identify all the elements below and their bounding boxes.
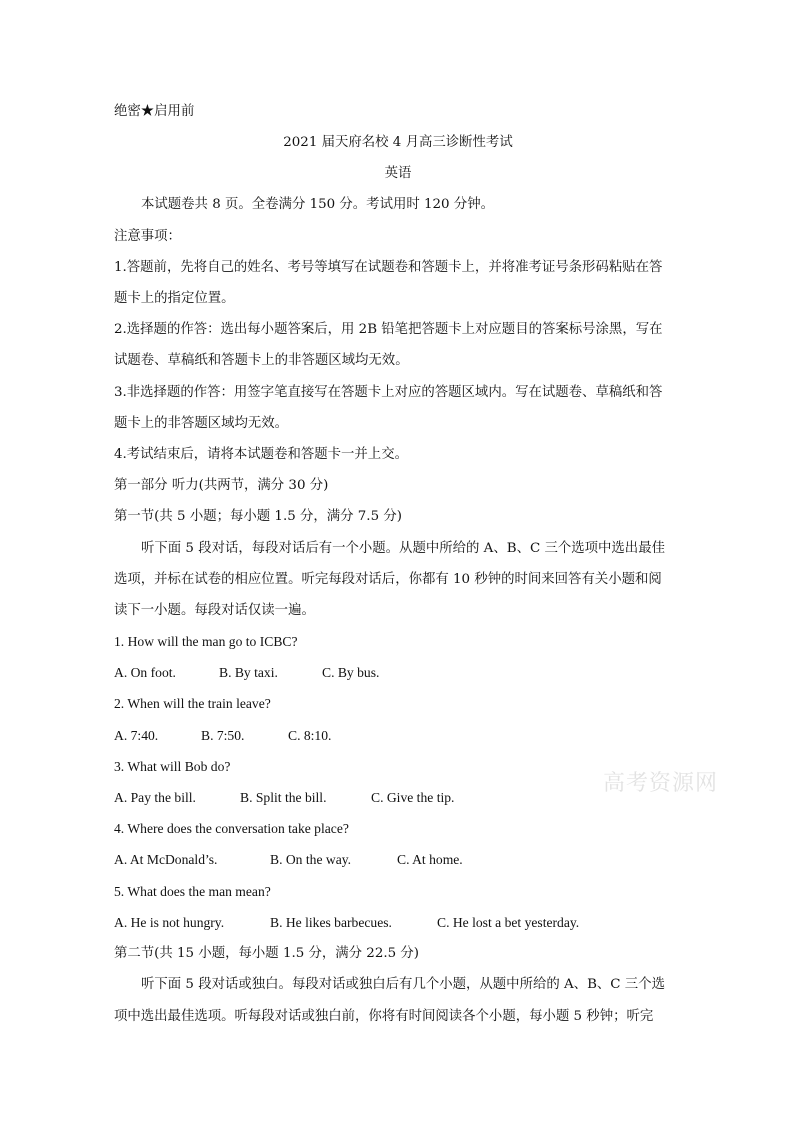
section2-heading: 第二节(共 15 小题，每小题 1.5 分，满分 22.5 分) bbox=[114, 946, 419, 961]
subject-title: 英语 bbox=[384, 166, 412, 181]
note-4-line1: 4.考试结束后，请将本试题卷和答题卡一并上交。 bbox=[114, 447, 408, 462]
question-2-option-a: A. 7:40. bbox=[114, 728, 159, 743]
section1-instruction-line3: 读下一小题。每段对话仅读一遍。 bbox=[114, 603, 315, 618]
question-5-option-b: B. He likes barbecues. bbox=[270, 915, 392, 930]
question-5-option-c: C. He lost a bet yesterday. bbox=[437, 915, 580, 930]
notes-heading: 注意事项： bbox=[114, 229, 181, 244]
section1-heading: 第一节(共 5 小题；每小题 1.5 分，满分 7.5 分) bbox=[114, 509, 402, 524]
question-2-option-b: B. 7:50. bbox=[201, 728, 245, 743]
exam-intro: 本试题卷共 8 页。全卷满分 150 分。考试用时 120 分钟。 bbox=[141, 197, 494, 212]
question-3-option-b: B. Split the bill. bbox=[240, 790, 327, 805]
question-1-stem: 1. How will the man go to ICBC? bbox=[114, 634, 298, 649]
section1-instruction-line2: 选项，并标在试卷的相应位置。听完每段对话后，你都有 10 秒钟的时间来回答有关小题和阅 bbox=[114, 572, 662, 587]
question-2-stem: 2. When will the train leave? bbox=[114, 696, 271, 711]
question-4-stem: 4. Where does the conversation take place? bbox=[114, 821, 349, 836]
question-4-option-c: C. At home. bbox=[397, 852, 463, 867]
question-3-option-a: A. Pay the bill. bbox=[114, 790, 196, 805]
section1-instruction-line1: 听下面 5 段对话，每段对话后有一个小题。从题中所给的 A、B、C 三个选项中选出最佳 bbox=[141, 541, 665, 556]
note-3-line1: 3.非选择题的作答：用签字笔直接写在答题卡上对应的答题区域内。写在试题卷、草稿纸和答 bbox=[114, 385, 663, 400]
section2-instruction-line2: 项中选出最佳选项。听每段对话或独白前，你将有时间阅读各个小题，每小题 5 秒钟；听完 bbox=[114, 1009, 654, 1024]
question-3-stem: 3. What will Bob do? bbox=[114, 759, 231, 774]
watermark: 高考资源网 bbox=[603, 771, 719, 796]
question-5-option-a: A. He is not hungry. bbox=[114, 915, 225, 930]
question-1-option-b: B. By taxi. bbox=[219, 665, 278, 680]
note-2-line2: 试题卷、草稿纸和答题卡上的非答题区域均无效。 bbox=[114, 353, 409, 368]
question-4-option-b: B. On the way. bbox=[270, 852, 352, 867]
note-1-line2: 题卡上的指定位置。 bbox=[114, 291, 235, 306]
question-5-stem: 5. What does the man mean? bbox=[114, 884, 271, 899]
note-2-line1: 2.选择题的作答：选出每小题答案后，用 2B 铅笔把答题卡上对应题目的答案标号涂黑，写在 bbox=[114, 322, 663, 337]
question-1-option-c: C. By bus. bbox=[322, 665, 380, 680]
note-3-line2: 题卡上的非答题区域均无效。 bbox=[114, 416, 289, 431]
question-4-option-a: A. At McDonald’s. bbox=[114, 852, 218, 867]
section2-instruction-line1: 听下面 5 段对话或独白。每段对话或独白后有几个小题，从题中所给的 A、B、C 三个选 bbox=[141, 977, 665, 992]
question-2-option-c: C. 8:10. bbox=[288, 728, 332, 743]
question-3-option-c: C. Give the tip. bbox=[371, 790, 455, 805]
note-1-line1: 1.答题前，先将自己的姓名、考号等填写在试题卷和答题卡上，并将准考证号条形码粘贴在答 bbox=[114, 260, 663, 275]
question-1-option-a: A. On foot. bbox=[114, 665, 176, 680]
part1-heading: 第一部分 听力(共两节，满分 30 分) bbox=[114, 478, 329, 493]
exam-title: 2021 届天府名校 4 月高三诊断性考试 bbox=[283, 135, 513, 150]
confidential-label: 绝密★启用前 bbox=[114, 104, 195, 119]
